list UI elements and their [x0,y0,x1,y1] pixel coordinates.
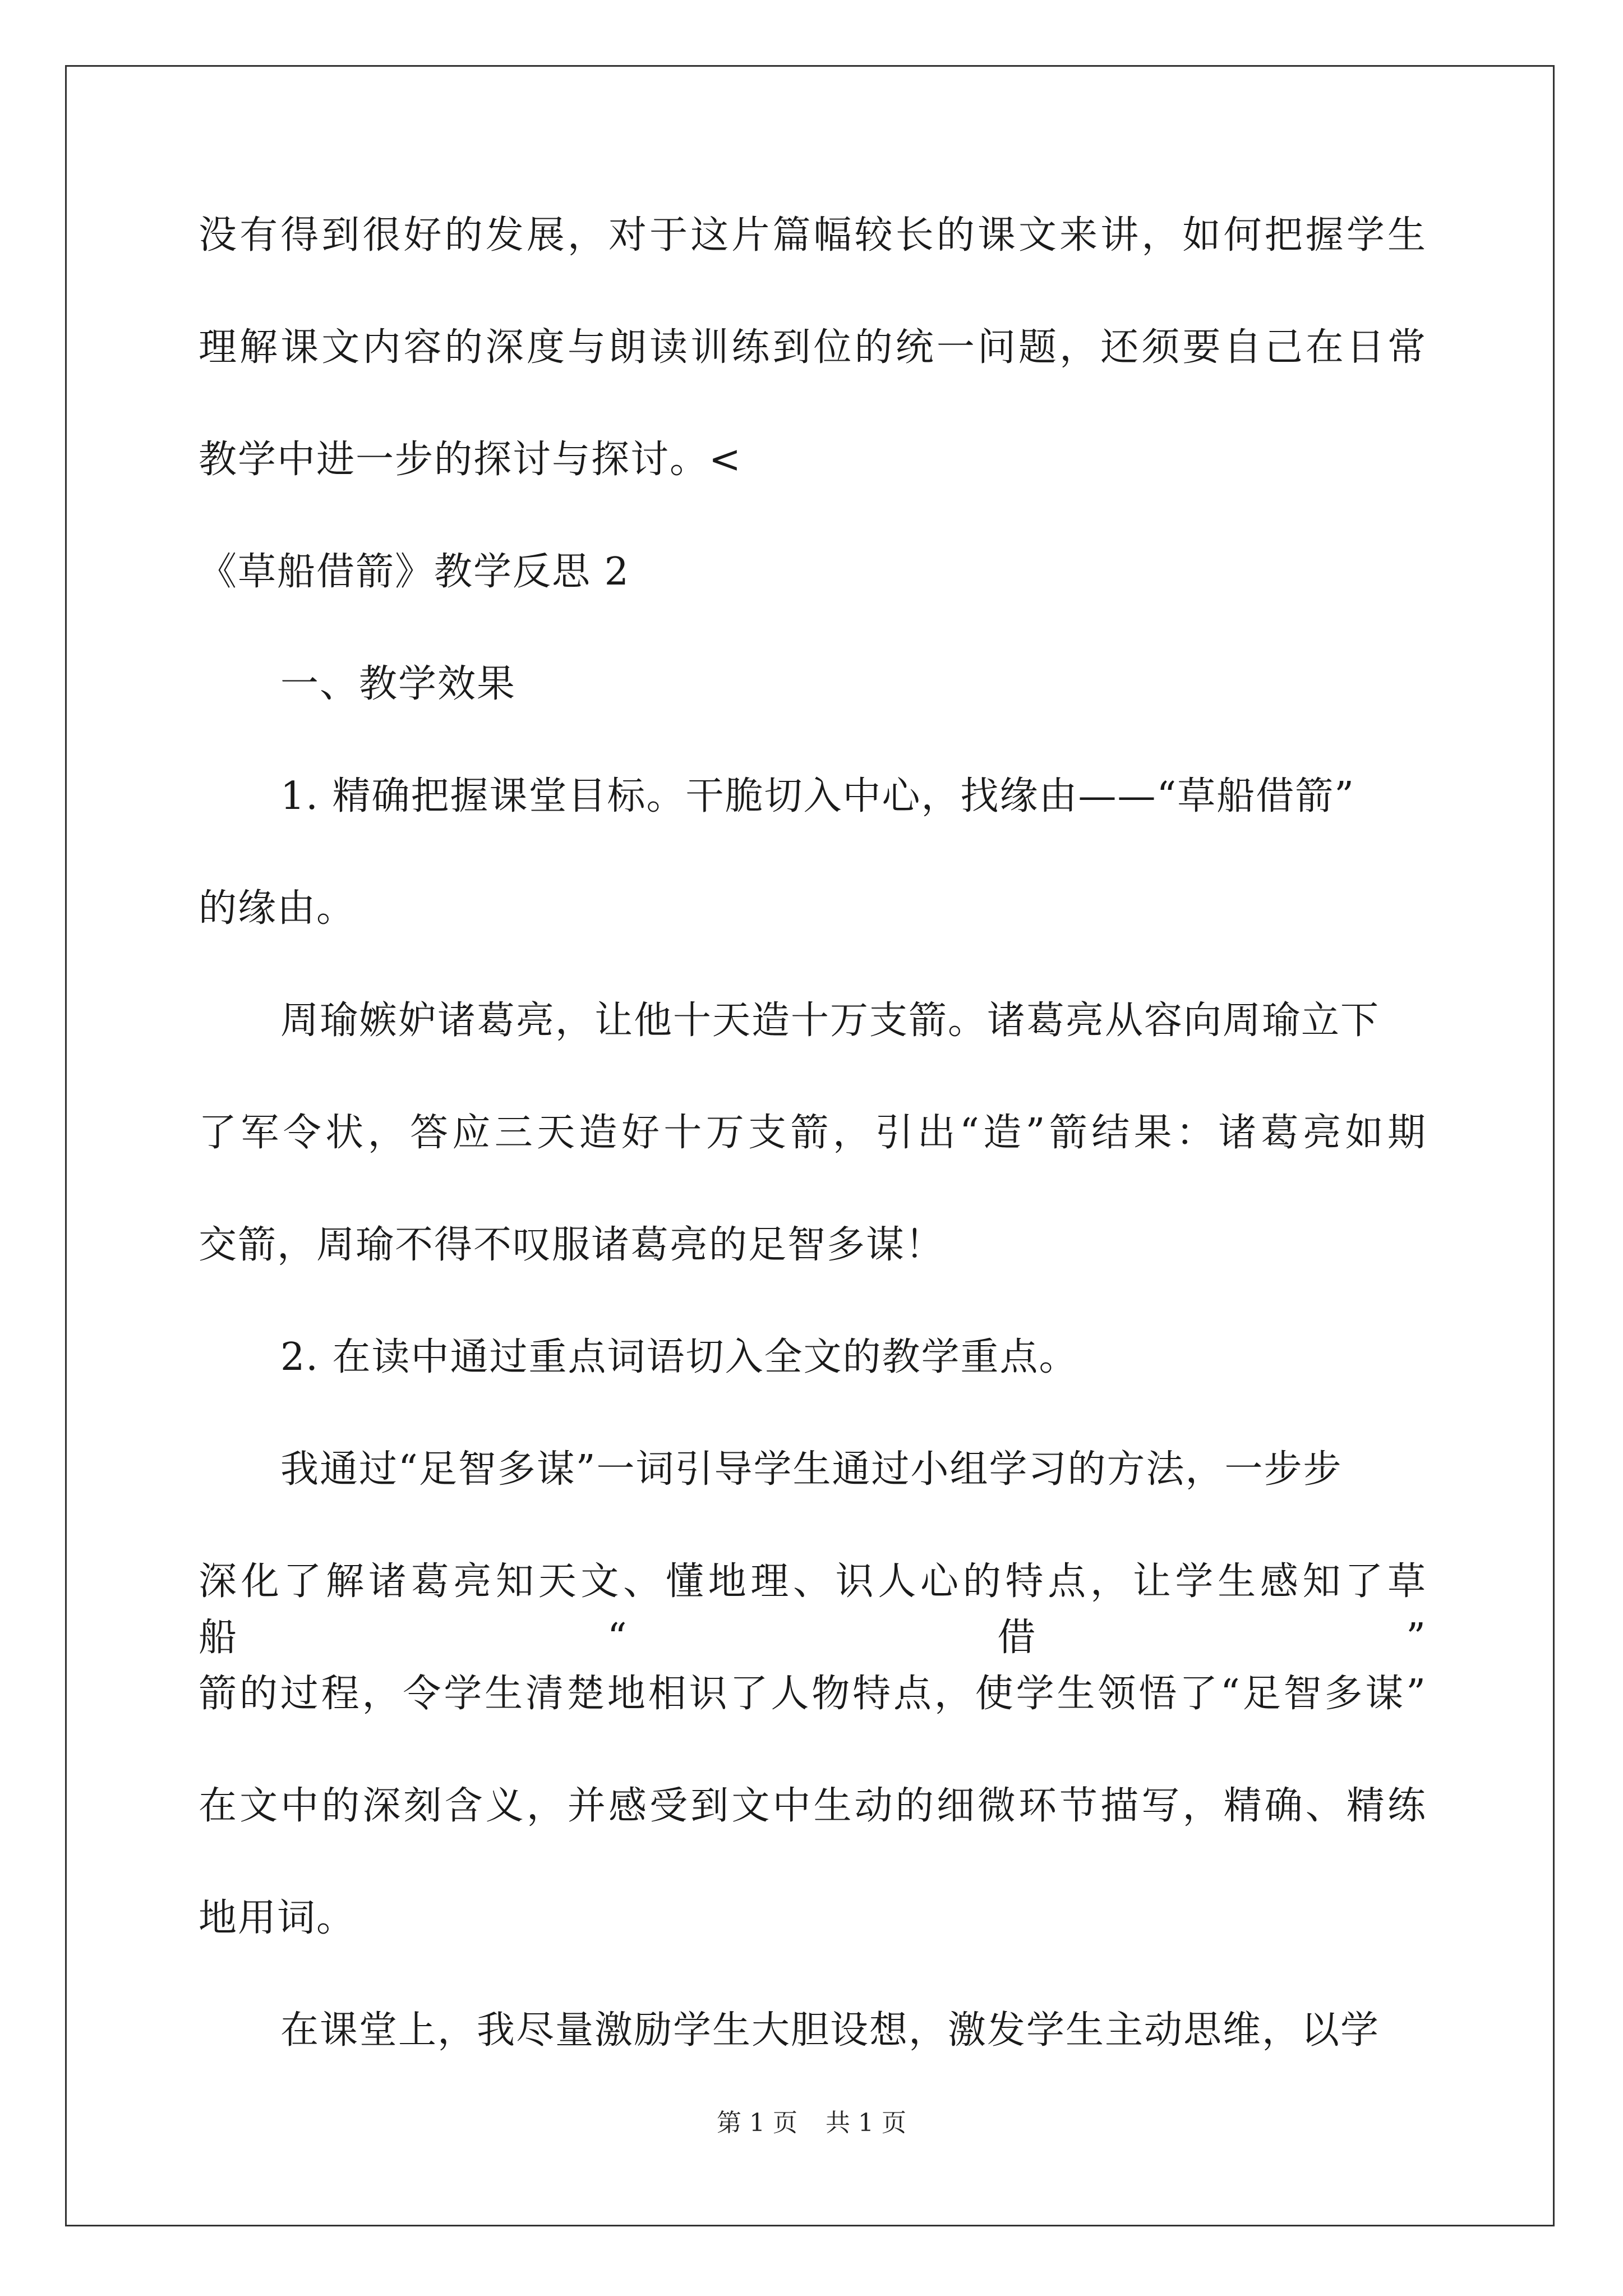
text-line: 了军令状，答应三天造好十万支箭，引出“造”箭结果：诸葛亮如期 [199,1111,1427,1155]
text-line: 地用词。 [199,1896,356,1940]
text-line: 在课堂上，我尽量激励学生大胆设想，激发学生主动思维，以学 [280,2008,1380,2053]
text-line: 的缘由。 [199,886,356,931]
text-line: 周瑜嫉妒诸葛亮，让他十天造十万支箭。诸葛亮从容向周瑜立下 [280,999,1380,1043]
text-line: 教学中进一步的探讨与探讨。< [199,438,742,482]
text-line: 2. 在读中通过重点词语切入全文的教学重点。 [280,1335,1078,1379]
page-number: 第 1 页 [717,2109,797,2137]
text-line: 箭的过程，令学生清楚地相识了人物特点，使学生领悟了“足智多谋” [199,1672,1427,1716]
text-line: 1. 精确把握课堂目标。干脆切入中心，找缘由——“草船借箭” [280,774,1355,818]
section-title: 《草船借箭》教学反思 2 [199,550,630,594]
subheading: 一、教学效果 [280,662,517,706]
text-line: 在文中的深刻含义，并感受到文中生动的细微环节描写，精确、精练 [199,1784,1427,1828]
page-footer [0,2106,1623,2140]
text-line: 没有得到很好的发展，对于这片篇幅较长的课文来讲，如何把握学生 [199,213,1427,257]
text-line: 理解课文内容的深度与朗读训练到位的统一问题，还须要自己在日常 [199,325,1427,370]
page-total: 共 1 页 [826,2109,906,2137]
text-line: 交箭，周瑜不得不叹服诸葛亮的足智多谋！ [199,1223,945,1267]
text-line: 深化了解诸葛亮知天文、懂地理、识人心的特点，让学生感知了草船“借” [199,1559,1427,1660]
text-line: 我通过“足智多谋”一词引导学生通过小组学习的方法，一步步 [280,1447,1343,1492]
